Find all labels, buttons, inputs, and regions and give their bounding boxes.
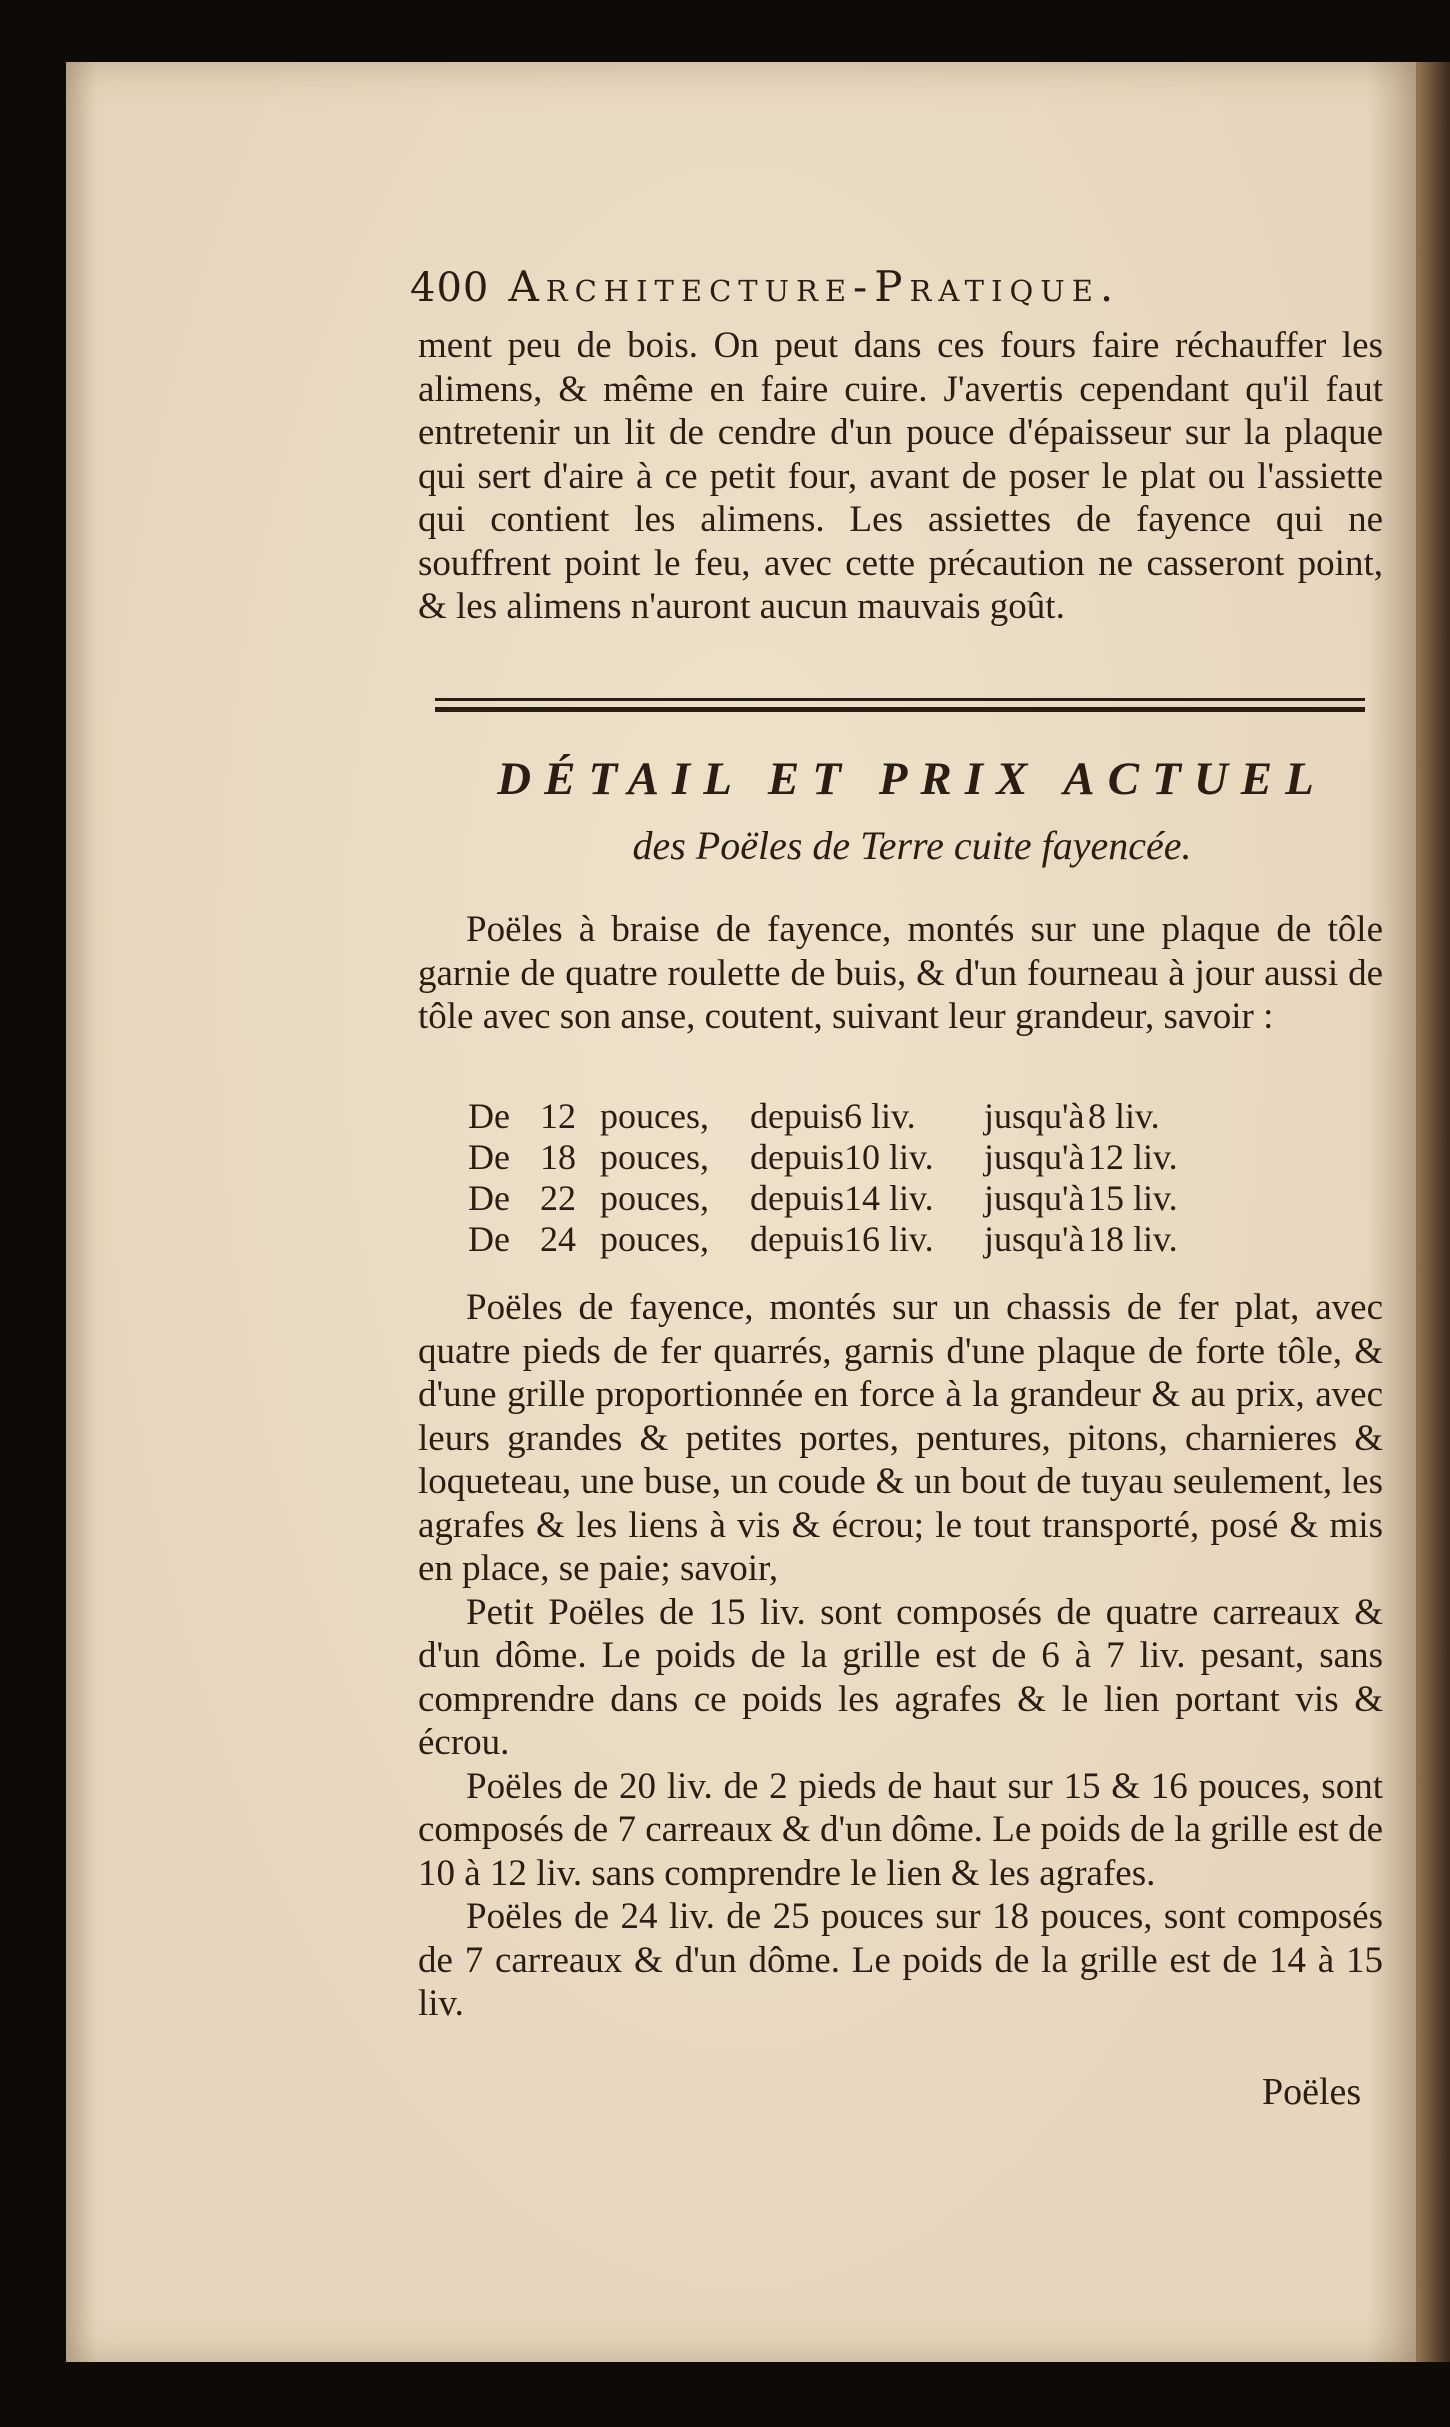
page-number: 400 (410, 265, 490, 311)
price-cell-from: depuis (750, 1096, 844, 1136)
price-cell-de: De (468, 1219, 510, 1259)
price-cell-size: 18 (540, 1137, 576, 1177)
price-cell-unit: pouces, (600, 1219, 709, 1259)
price-cell-to: jusqu'à (984, 1178, 1085, 1218)
price-cell-to-price: 8 liv. (1088, 1096, 1160, 1136)
running-title: Architecture-Pratique. (508, 262, 1121, 311)
price-cell-unit: pouces, (600, 1096, 709, 1136)
intro-paragraph-block (418, 324, 1383, 629)
price-cell-to-price: 12 liv. (1088, 1137, 1178, 1177)
section-subtitle: des Poëles de Terre cuite fayencée. (632, 823, 1192, 868)
price-cell-unit: pouces, (600, 1137, 709, 1177)
price-cell-to: jusqu'à (984, 1096, 1085, 1136)
price-row (468, 1137, 1188, 1178)
paragraph-2b: Petit Poëles de 15 liv. sont composés de quatre carreaux & d'un dôme. Le poids de la grille est de 6 à 7 liv. pesant, sans comprendre dans ce poids les agrafes & le lien portant vis & écrou. (418, 1591, 1383, 1763)
price-cell-from-price: 16 liv. (844, 1219, 934, 1259)
price-cell-from-price: 10 liv. (844, 1137, 934, 1177)
price-row (468, 1219, 1188, 1260)
price-cell-to: jusqu'à (984, 1137, 1085, 1177)
price-cell-size: 24 (540, 1219, 576, 1259)
catchword: Poëles (1262, 2071, 1362, 2113)
price-row (468, 1096, 1188, 1137)
price-cell-from: depuis (750, 1219, 844, 1259)
paragraph-2c: Poëles de 20 liv. de 2 pieds de haut sur 15 & 16 pouces, sont composés de 7 carreaux & d'un dôme. Le poids de la grille est de 10 à 12 liv. sans comprendre le lien & les agrafes. (418, 1765, 1383, 1894)
paragraph-1-block (418, 908, 1383, 1039)
price-cell-from-price: 6 liv. (844, 1096, 916, 1136)
price-row (468, 1178, 1188, 1219)
price-cell-from: depuis (750, 1137, 844, 1177)
price-cell-from: depuis (750, 1178, 844, 1218)
price-cell-de: De (468, 1178, 510, 1218)
paragraph-2a: Poëles de fayence, montés sur un chassis de fer plat, avec quatre pieds de fer quarrés, garnis d'une plaque de forte tôle, & d'une grille proportionnée en force à la grandeur & au prix, avec leurs grandes & petites portes, pentures, pitons, charnieres & loqueteau, une buse, un coude & un bout de tuyau seulement, les agrafes & les liens à vis & écrou; le tout transporté, posé & mis en place, se paie; savoir, (418, 1287, 1383, 1589)
paragraphs-2-block (418, 1286, 1383, 2026)
price-cell-size: 22 (540, 1178, 576, 1218)
price-cell-size: 12 (540, 1096, 576, 1136)
section-title: DÉTAIL ET PRIX ACTUEL (497, 753, 1327, 805)
price-list (468, 1096, 1188, 1260)
price-cell-de: De (468, 1096, 510, 1136)
paragraph-1: Poëles à braise de fayence, montés sur une plaque de tôle garnie de quatre roulette de buis, & d'un fourneau à jour aussi de tôle avec son anse, coutent, suivant leur grandeur, savoir : (418, 909, 1383, 1037)
page-header (410, 262, 1410, 322)
paragraph-2d: Poëles de 24 liv. de 25 pouces sur 18 pouces, sont composés de 7 carreaux & d'un dôme. Le poids de la grille est de 14 à 15 liv. (418, 1896, 1383, 2024)
price-cell-to-price: 18 liv. (1088, 1219, 1178, 1259)
intro-paragraph: ment peu de bois. On peut dans ces fours faire réchauffer les alimens, & même en faire cuire. J'avertis cependant qu'il faut entretenir un lit de cendre d'un pouce d'épaisseur sur la plaque qui sert d'aire à ce petit four, avant de poser le plat ou l'assiette qui contient les alimens. Les assiettes de fayence qui ne souffrent point le feu, avec cette précaution ne casseront point, & les alimens n'auront aucun mauvais goût. (418, 325, 1383, 627)
price-cell-to-price: 15 liv. (1088, 1178, 1178, 1218)
price-cell-to: jusqu'à (984, 1219, 1085, 1259)
price-cell-from-price: 14 liv. (844, 1178, 934, 1218)
price-cell-de: De (468, 1137, 510, 1177)
price-cell-unit: pouces, (600, 1178, 709, 1218)
section-divider (435, 698, 1365, 712)
